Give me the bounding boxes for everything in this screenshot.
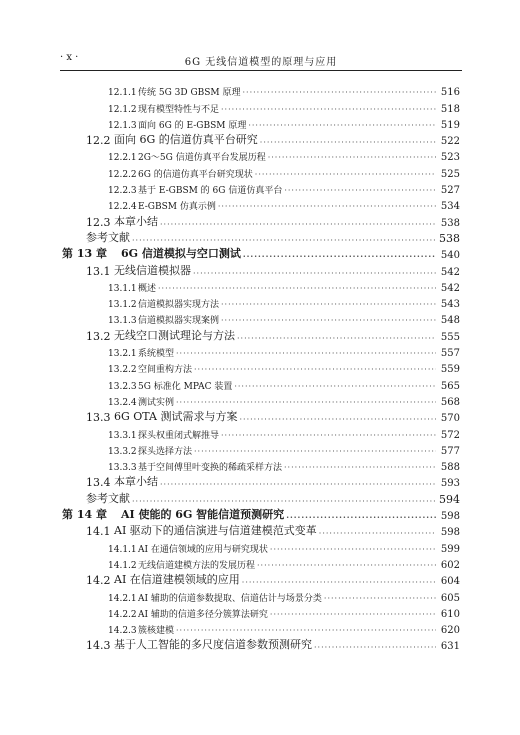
toc-entry-number: 14.3 bbox=[86, 639, 111, 653]
toc-entry-number: 14.1.2 bbox=[108, 560, 137, 571]
toc-section-entry[interactable] bbox=[0, 408, 520, 424]
dot-leader bbox=[257, 562, 436, 571]
dot-leader bbox=[194, 366, 436, 375]
toc-entry-title: 6G 的信道仿真平台研究现状 bbox=[138, 169, 253, 180]
toc-section-entry[interactable] bbox=[0, 326, 520, 342]
toc-entry-title: AI 使能的 6G 智能信道预测研究 bbox=[120, 508, 285, 522]
toc-entry-number: 第 13 章 bbox=[62, 247, 107, 261]
toc-section-entry[interactable] bbox=[0, 457, 520, 473]
toc-section-entry[interactable] bbox=[0, 82, 520, 98]
toc-entry-number: 12.2.4 bbox=[108, 202, 137, 213]
running-title: 6G 无线信道模型的原理与应用 bbox=[184, 57, 338, 68]
toc-section-entry[interactable] bbox=[0, 196, 520, 212]
dot-leader bbox=[237, 332, 436, 343]
page-header bbox=[60, 50, 462, 71]
dot-leader bbox=[160, 218, 436, 229]
toc-section-entry[interactable] bbox=[0, 571, 520, 587]
page-number: · x · bbox=[60, 52, 79, 63]
toc-entry-title: 基于人工智能的多尺度信道参数预测研究 bbox=[114, 638, 312, 652]
toc-entry-number: 13.1.3 bbox=[108, 316, 137, 327]
toc-entry-title: 概述 bbox=[138, 283, 157, 294]
toc-entry-number: 14.2.3 bbox=[108, 626, 137, 637]
toc-entry-page-number: 527 bbox=[440, 185, 460, 197]
toc-entry-page-number: 540 bbox=[440, 250, 460, 262]
toc-entry-title: 探头权重闭式解推导 bbox=[138, 430, 220, 441]
toc-entry-page-number: 519 bbox=[440, 119, 460, 131]
toc-entry-title: 面向 6G 的信道仿真平台研究 bbox=[114, 133, 258, 147]
dot-leader bbox=[218, 203, 436, 212]
toc-entry-number: 第 14 章 bbox=[62, 508, 107, 522]
toc-entry-number: 12.3 bbox=[86, 215, 111, 229]
toc-entry-number: 12.2.3 bbox=[108, 186, 137, 197]
dot-leader bbox=[158, 285, 436, 294]
dot-leader bbox=[284, 464, 436, 473]
dot-leader bbox=[193, 267, 436, 278]
toc-entry-number: 14.2.2 bbox=[108, 609, 137, 620]
toc-entry-page-number: 568 bbox=[440, 396, 460, 408]
toc-section-entry[interactable] bbox=[0, 555, 520, 571]
toc-entry-number: 13.2 bbox=[86, 329, 111, 343]
toc-entry-title: 基于 E-GBSM 的 6G 信道仿真平台 bbox=[138, 186, 283, 197]
toc-entry-page-number: 538 bbox=[440, 217, 460, 229]
toc-entry-title: 信道模拟器实现方法 bbox=[138, 300, 220, 311]
toc-entry-page-number: 542 bbox=[440, 266, 460, 278]
dot-leader bbox=[270, 546, 436, 555]
toc-entry-number: 12.1.1 bbox=[108, 88, 137, 99]
toc-entry-page-number: 543 bbox=[440, 299, 460, 311]
toc-entry-title: 无线信道模拟器 bbox=[114, 263, 191, 277]
toc-section-entry[interactable] bbox=[0, 604, 520, 620]
toc-section-entry[interactable] bbox=[0, 212, 520, 228]
toc-entry-page-number: 542 bbox=[440, 282, 460, 294]
toc-entry-number: 13.4 bbox=[86, 476, 111, 490]
toc-entry-page-number: 516 bbox=[440, 87, 460, 99]
dot-leader bbox=[314, 641, 436, 652]
dot-leader bbox=[160, 478, 436, 489]
toc-entry-title: E-GBSM 仿真示例 bbox=[138, 202, 216, 213]
dot-leader bbox=[248, 122, 436, 131]
dot-leader bbox=[176, 627, 436, 636]
toc-entry-page-number: 604 bbox=[440, 576, 460, 588]
dot-leader bbox=[221, 301, 436, 310]
toc-section-entry[interactable] bbox=[0, 163, 520, 179]
toc-entry-page-number: 620 bbox=[440, 625, 460, 637]
toc-section-entry[interactable] bbox=[0, 375, 520, 391]
toc-chapter-entry[interactable] bbox=[0, 506, 520, 522]
toc-entry-title: 簇核建模 bbox=[138, 626, 175, 637]
toc-entry-title: 无线信道建模方法的发展历程 bbox=[138, 560, 256, 571]
toc-section-entry[interactable] bbox=[0, 473, 520, 489]
toc-entry-title: 本章小结 bbox=[114, 475, 158, 489]
toc-entry-number: 12.1.3 bbox=[108, 120, 137, 131]
toc-entry-title: 基于空间傅里叶变换的稀疏采样方法 bbox=[138, 463, 283, 474]
toc-entry-title: 无线空口测试理论与方法 bbox=[114, 328, 235, 342]
toc-entry-title: 5G 标准化 MPAC 装置 bbox=[138, 381, 233, 392]
toc-entry-number: 12.2.1 bbox=[108, 153, 137, 164]
dot-leader bbox=[221, 106, 436, 115]
toc-entry-page-number: 548 bbox=[440, 315, 460, 327]
dot-leader bbox=[286, 511, 436, 522]
toc-entry-number: 13.3.1 bbox=[108, 430, 137, 441]
toc-entry-number: 13.2.4 bbox=[108, 397, 137, 408]
dot-leader bbox=[243, 250, 436, 261]
dot-leader bbox=[234, 383, 436, 392]
toc-entry-title: 6G 信道模拟与空口测试 bbox=[120, 247, 241, 261]
dot-leader bbox=[243, 89, 437, 98]
toc-entry-title: 面向 6G 的 E-GBSM 原理 bbox=[138, 120, 247, 131]
toc-entry-title: 本章小结 bbox=[114, 214, 158, 228]
dot-leader bbox=[194, 448, 436, 457]
dot-leader bbox=[221, 432, 436, 441]
toc-entry-number: 13.1.2 bbox=[108, 300, 137, 311]
toc-section-entry[interactable] bbox=[0, 261, 520, 277]
toc-section-entry[interactable] bbox=[0, 147, 520, 163]
toc-entry-number: 13.3.3 bbox=[108, 463, 137, 474]
toc-section-entry[interactable] bbox=[0, 392, 520, 408]
toc-section-entry[interactable] bbox=[0, 522, 520, 538]
toc-entry-number: 12.2.2 bbox=[108, 169, 137, 180]
toc-section-entry[interactable] bbox=[0, 441, 520, 457]
toc-entry-page-number: 534 bbox=[440, 201, 460, 213]
dot-leader bbox=[284, 187, 436, 196]
toc-entry-page-number: 605 bbox=[440, 592, 460, 604]
toc-entry-title: 探头选择方法 bbox=[138, 446, 193, 457]
toc-entry-page-number: 570 bbox=[440, 413, 460, 425]
toc-entry-page-number: 523 bbox=[440, 152, 460, 164]
toc-entry-page-number: 598 bbox=[440, 511, 460, 523]
toc-entry-title: 现有模型特性与不足 bbox=[138, 104, 220, 115]
dot-leader bbox=[176, 350, 436, 359]
dot-leader bbox=[260, 136, 436, 147]
table-of-contents bbox=[0, 82, 520, 652]
dot-leader bbox=[132, 234, 436, 245]
toc-section-entry[interactable] bbox=[0, 359, 520, 375]
toc-entry-title: 测试实例 bbox=[138, 397, 175, 408]
dot-leader bbox=[221, 317, 436, 326]
toc-entry-title: 参考文献 bbox=[86, 491, 130, 505]
toc-references-entry[interactable] bbox=[0, 229, 520, 245]
toc-entry-title: AI 在信道建模领域的应用 bbox=[114, 573, 240, 587]
toc-entry-number: 13.1.1 bbox=[108, 283, 137, 294]
toc-entry-page-number: 572 bbox=[440, 429, 460, 441]
toc-entry-page-number: 518 bbox=[440, 103, 460, 115]
toc-entry-page-number: 555 bbox=[440, 331, 460, 343]
toc-entry-number: 14.2.1 bbox=[108, 593, 137, 604]
toc-chapter-entry[interactable] bbox=[0, 245, 520, 261]
toc-section-entry[interactable] bbox=[0, 424, 520, 440]
toc-entry-title: 系统模型 bbox=[138, 349, 175, 360]
toc-section-entry[interactable] bbox=[0, 115, 520, 131]
toc-entry-title: AI 辅助的信道参数提取、信道估计与场景分类 bbox=[138, 593, 322, 604]
toc-entry-title: AI 在通信领域的应用与研究现状 bbox=[138, 544, 268, 555]
toc-entry-title: AI 辅助的信道多径分簇算法研究 bbox=[138, 609, 268, 620]
toc-entry-page-number: 610 bbox=[440, 608, 460, 620]
toc-section-entry[interactable] bbox=[0, 278, 520, 294]
toc-entry-page-number: 525 bbox=[440, 168, 460, 180]
dot-leader bbox=[176, 399, 436, 408]
toc-entry-title: 2G～5G 信道仿真平台发展历程 bbox=[138, 153, 266, 164]
dot-leader bbox=[268, 154, 436, 163]
dot-leader bbox=[255, 171, 436, 180]
toc-section-entry[interactable] bbox=[0, 636, 520, 652]
toc-section-entry[interactable] bbox=[0, 620, 520, 636]
toc-entry-number: 13.2.1 bbox=[108, 349, 137, 360]
toc-section-entry[interactable] bbox=[0, 587, 520, 603]
toc-entry-page-number: 538 bbox=[439, 231, 460, 245]
dot-leader bbox=[132, 495, 436, 506]
toc-entry-number: 14.1 bbox=[86, 525, 111, 539]
toc-section-entry[interactable] bbox=[0, 131, 520, 147]
toc-section-entry[interactable] bbox=[0, 310, 520, 326]
toc-entry-title: AI 驱动下的通信演进与信道建模范式变革 bbox=[114, 524, 317, 538]
toc-entry-page-number: 598 bbox=[440, 527, 460, 539]
toc-entry-number: 13.1 bbox=[86, 264, 111, 278]
toc-entry-page-number: 577 bbox=[440, 445, 460, 457]
toc-section-entry[interactable] bbox=[0, 343, 520, 359]
toc-entry-page-number: 599 bbox=[440, 543, 460, 555]
toc-entry-title: 信道模拟器实现案例 bbox=[138, 316, 220, 327]
toc-entry-page-number: 593 bbox=[440, 478, 460, 490]
toc-entry-title: 空间重构方法 bbox=[138, 365, 193, 376]
toc-entry-number: 13.2.3 bbox=[108, 381, 137, 392]
toc-section-entry[interactable] bbox=[0, 538, 520, 554]
dot-leader bbox=[270, 611, 436, 620]
toc-entry-title: 参考文献 bbox=[86, 230, 130, 244]
toc-entry-page-number: 557 bbox=[440, 348, 460, 360]
toc-entry-number: 14.1.1 bbox=[108, 544, 137, 555]
toc-entry-title: 6G OTA 测试需求与方案 bbox=[114, 410, 238, 424]
toc-section-entry[interactable] bbox=[0, 180, 520, 196]
toc-entry-number: 14.2 bbox=[86, 574, 111, 588]
toc-section-entry[interactable] bbox=[0, 294, 520, 310]
dot-leader bbox=[239, 413, 436, 424]
toc-entry-page-number: 594 bbox=[439, 492, 460, 506]
toc-entry-title: 传统 5G 3D GBSM 原理 bbox=[138, 88, 241, 99]
dot-leader bbox=[242, 576, 436, 587]
dot-leader bbox=[324, 595, 436, 604]
toc-section-entry[interactable] bbox=[0, 98, 520, 114]
toc-entry-page-number: 522 bbox=[440, 136, 460, 148]
toc-entry-page-number: 602 bbox=[440, 559, 460, 571]
toc-entry-number: 13.2.2 bbox=[108, 365, 137, 376]
toc-references-entry[interactable] bbox=[0, 489, 520, 505]
toc-entry-page-number: 588 bbox=[440, 462, 460, 474]
dot-leader bbox=[319, 527, 436, 538]
toc-entry-number: 13.3.2 bbox=[108, 446, 137, 457]
toc-entry-page-number: 631 bbox=[440, 641, 460, 653]
toc-entry-page-number: 559 bbox=[440, 364, 460, 376]
toc-entry-number: 12.2 bbox=[86, 134, 111, 148]
toc-entry-number: 13.3 bbox=[86, 411, 111, 425]
toc-entry-page-number: 565 bbox=[440, 380, 460, 392]
toc-entry-number: 12.1.2 bbox=[108, 104, 137, 115]
